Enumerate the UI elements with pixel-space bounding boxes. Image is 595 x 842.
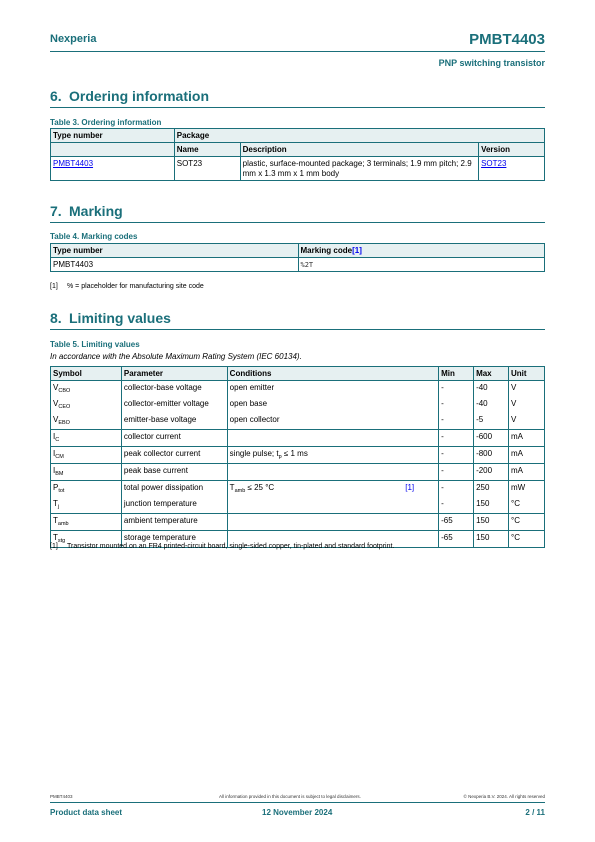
symbol-cell [51,497,122,514]
symbol-cell [51,381,122,398]
min-cell: - [439,481,474,498]
table-5-subcaption: In accordance with the Absolute Maximum Rating System (IEC 60134). [50,352,302,361]
section-number: 7. [50,203,62,219]
header-divider [50,51,545,52]
unit-cell: mA [509,464,545,481]
symbol: V [53,415,59,424]
section-number: 6. [50,88,62,104]
table-row [51,397,545,413]
parameter-cell: storage temperature [121,531,227,548]
symbol-subscript: CM [55,454,64,460]
max-cell: -40 [474,397,509,413]
table-row [51,381,545,398]
symbol: T [53,499,58,508]
type-number-link[interactable]: PMBT4403 [53,159,94,168]
min-cell: - [439,447,474,464]
symbol: T [53,516,58,525]
symbol-subscript: BM [55,471,64,477]
max-cell: 150 [474,514,509,531]
symbol-subscript: C [55,437,60,443]
symbol: I [53,449,56,458]
table-5-caption: Table 5. Limiting values [50,340,140,349]
condition-text: single pulse; t [229,449,279,458]
symbol-cell [51,397,122,413]
header-min: Min [439,367,474,381]
table-row [51,497,545,514]
ordering-table [50,128,545,181]
table-row [51,481,545,498]
table-row [51,514,545,531]
company-name: Nexperia [50,33,97,45]
symbol: I [53,466,56,475]
section-divider [50,107,545,108]
condition-subscript: amb [234,488,246,494]
unit-cell: V [509,381,545,398]
symbol: P [53,483,59,492]
part-number: PMBT4403 [469,31,545,48]
limiting-values-table [50,366,545,548]
table-row [51,413,545,430]
section-number: 8. [50,310,62,326]
package-name: SOT23 [174,157,240,181]
table-3-caption: Table 3. Ordering information [50,118,162,127]
unit-cell: °C [509,531,545,548]
symbol-cell [51,514,122,531]
section-title: Ordering information [69,88,209,104]
condition-text: ≤ 25 °C [245,483,275,492]
table-row [51,447,545,464]
parameter-cell: collector-emitter voltage [121,397,227,413]
marking-code: %2T [300,261,314,269]
unit-cell: V [509,397,545,413]
conditions-cell [227,430,438,447]
condition-text: ≤ 1 ms [281,449,308,458]
header-description: Description [240,143,478,157]
section-6-heading [50,88,209,104]
conditions-cell: open emitter [227,381,438,398]
max-cell: -40 [474,381,509,398]
footer-copyright: © Nexperia B.V. 2024. All rights reserved [463,794,545,799]
footnote-ref[interactable]: [1] [405,483,415,492]
header-type-number: Type number [51,129,175,143]
unit-cell: mW [509,481,545,498]
section-divider [50,222,545,223]
condition-subscript: p [278,454,282,460]
symbol-cell [51,413,122,430]
footer-divider [50,802,545,803]
symbol-subscript: j [57,504,60,510]
section-title: Limiting values [69,310,171,326]
symbol: I [53,432,56,441]
max-cell: -5 [474,413,509,430]
footer-doc-id: PMBT4403 [50,794,73,799]
footnote-ref[interactable]: [1] [352,246,362,255]
footnote-id: [1] [50,543,58,550]
table-4-caption: Table 4. Marking codes [50,232,138,241]
min-cell: - [439,397,474,413]
package-version-link[interactable]: SOT23 [481,159,507,168]
package-description: plastic, surface-mounted package; 3 terminals; 1.9 mm pitch; 2.9 mm x 1.3 mm x 1 mm body [240,157,478,181]
header-version: Version [479,143,545,157]
min-cell: -65 [439,531,474,548]
footnote-text: Transistor mounted on an FR4 printed-circuit board, single-sided copper, tin-plated and standard footprint. [67,543,395,550]
symbol: V [53,383,59,392]
table-4-footnote [50,283,204,290]
section-title: Marking [69,203,123,219]
header-parameter: Parameter [121,367,227,381]
min-cell: - [439,430,474,447]
symbol-subscript: amb [57,521,69,527]
parameter-cell: peak base current [121,464,227,481]
header-symbol: Symbol [51,367,122,381]
min-cell: - [439,464,474,481]
parameter-cell: ambient temperature [121,514,227,531]
header-unit: Unit [509,367,545,381]
parameter-cell: junction temperature [121,497,227,514]
footnote-text: % = placeholder for manufacturing site code [67,283,204,290]
type-number: PMBT4403 [51,258,299,272]
max-cell: 150 [474,497,509,514]
symbol-cell [51,481,122,498]
conditions-cell: open collector [227,413,438,430]
parameter-cell: peak collector current [121,447,227,464]
min-cell: -65 [439,514,474,531]
table-5-footnote [50,543,394,550]
conditions-cell [227,481,438,498]
symbol-cell [51,464,122,481]
condition-text: T [229,483,235,492]
min-cell: - [439,497,474,514]
footer-date: 12 November 2024 [262,808,333,817]
symbol-cell [51,447,122,464]
unit-cell: V [509,413,545,430]
conditions-cell [227,447,438,464]
table-row [51,258,545,272]
header-name: Name [174,143,240,157]
header-conditions: Conditions [227,367,438,381]
footnote-id: [1] [50,283,58,290]
parameter-cell: collector current [121,430,227,447]
unit-cell: mA [509,430,545,447]
section-7-heading [50,203,123,219]
conditions-cell: open base [227,397,438,413]
header-type-number: Type number [51,244,299,258]
max-cell: -600 [474,430,509,447]
max-cell: -800 [474,447,509,464]
marking-table [50,243,545,272]
symbol: V [53,399,59,408]
table-row [51,464,545,481]
section-8-heading [50,310,171,326]
symbol-subscript: CBO [58,388,71,394]
header-marking-code: Marking code[1] [298,244,545,258]
max-cell: -200 [474,464,509,481]
min-cell: - [439,381,474,398]
symbol-subscript: CEO [58,404,71,410]
footer-doc-type: Product data sheet [50,808,123,817]
min-cell: - [439,413,474,430]
symbol-subscript: stg [57,538,66,544]
conditions-cell [227,464,438,481]
footer-disclaimer: All information provided in this document is subject to legal disclaimers. [219,794,361,799]
max-cell: 150 [474,531,509,548]
table-row [51,157,545,181]
header-package: Package [174,129,544,143]
max-cell: 250 [474,481,509,498]
unit-cell: °C [509,497,545,514]
unit-cell: mA [509,447,545,464]
parameter-cell: total power dissipation [121,481,227,498]
document-subtitle: PNP switching transistor [438,58,545,68]
parameter-cell: collector-base voltage [121,381,227,398]
symbol: T [53,533,58,542]
conditions-cell [227,497,438,514]
footer-page: 2 / 11 [525,808,545,817]
table-row [51,430,545,447]
symbol-subscript: tot [58,488,65,494]
section-divider [50,329,545,330]
symbol-subscript: EBO [58,420,70,426]
parameter-cell: emitter-base voltage [121,413,227,430]
symbol-cell [51,430,122,447]
header-max: Max [474,367,509,381]
conditions-cell [227,514,438,531]
unit-cell: °C [509,514,545,531]
